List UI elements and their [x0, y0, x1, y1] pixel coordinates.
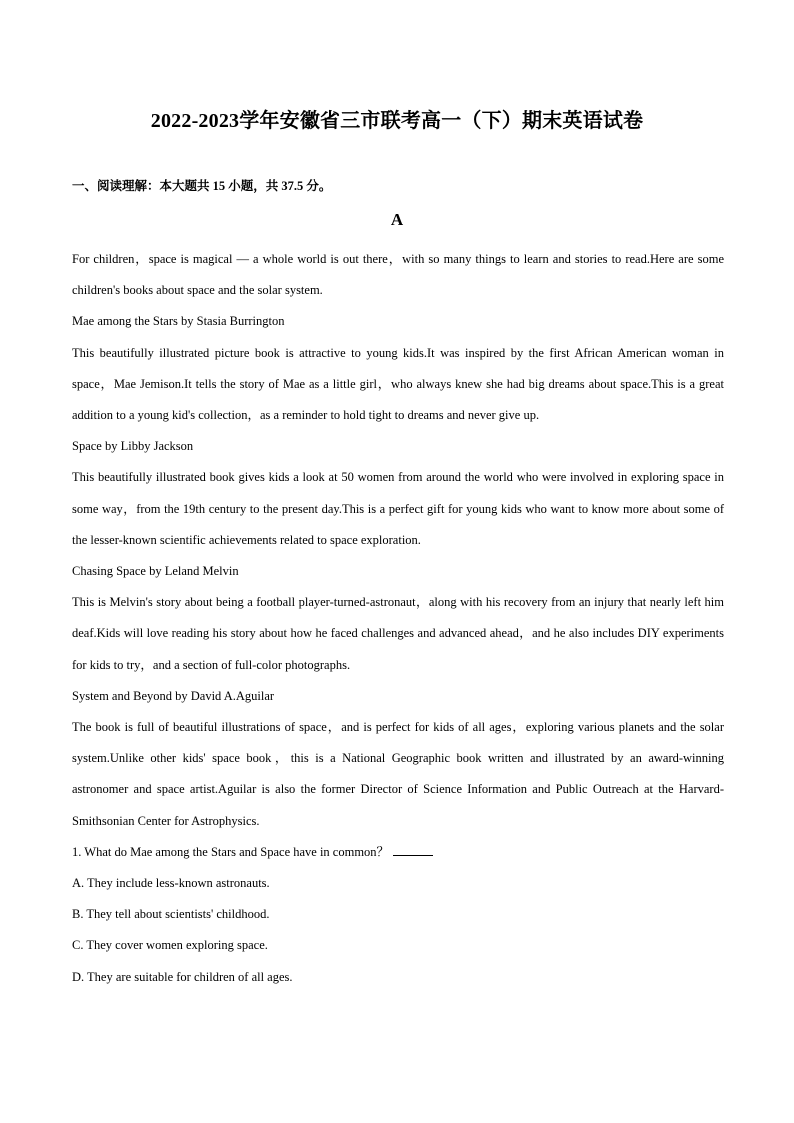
book-title-4: System and Beyond by David A.Aguilar: [72, 688, 275, 703]
option-c[interactable]: C. They cover women exploring space.: [72, 938, 268, 953]
book-description-1: This beautifully illustrated picture book is attractive to young kids.It was inspired by the first African American woman in space，Mae Jemison.It tells the story of Mae as a little girl，who always knew she had big dreams about space.This is a great addition to a young kid's collection，as a reminder to hold tight to dreams and never give up.: [72, 345, 724, 423]
option-b[interactable]: B. They tell about scientists' childhood.: [72, 907, 270, 922]
option-a[interactable]: A. They include less-known astronauts.: [72, 876, 270, 891]
intro-paragraph: For children，space is magical — a whole world is out there，with so many things to learn and stories to read.Here are some children's books about space and the solar system.: [72, 252, 724, 298]
book-title-2: Space by Libby Jackson: [72, 439, 194, 454]
answer-blank[interactable]: [393, 843, 433, 856]
page-title: 2022-2023学年安徽省三市联考高一（下）期末英语试卷: [150, 110, 644, 132]
option-d[interactable]: D. They are suitable for children of all ages.: [72, 969, 293, 984]
book-title-1: Mae among the Stars by Stasia Burrington: [72, 314, 285, 329]
passage-body: [72, 244, 724, 993]
question-stem: [72, 837, 724, 868]
book-description-4: The book is full of beautiful illustrations of space，and is perfect for kids of all ages，exploring various planets and the solar system.Unlike other kids' space book，this is a National Geographic book written and illustrated by an award-winning astronomer and space artist.Aguilar is also the former Director of Science Information and Public Outreach at the Harvard-Smithsonian Center for Astrophysics.: [72, 720, 724, 828]
book-title-3: Chasing Space by Leland Melvin: [72, 564, 239, 579]
book-description-2: This beautifully illustrated book gives kids a look at 50 women from around the world who were involved in exploring space in some way，from the 19th century to the present day.This is a perfect gift for young kids who want to know more about some of the lesser-known scientific achievements related to space exploration.: [72, 470, 724, 547]
book-description-3: This is Melvin's story about being a football player-turned-astronaut，along with his recovery from an injury that nearly left him deaf.Kids will love reading his story about how he faced challenges and advanced ahead，and he also includes DIY experiments for kids to try，and a section of full-color photographs.: [72, 595, 724, 672]
question-text: 1. What do Mae among the Stars and Space have in common？: [72, 844, 390, 859]
passage-label: A: [390, 210, 404, 229]
section-heading: 一、阅读理解：本大题共 15 小题，共 37.5 分。: [72, 179, 332, 193]
